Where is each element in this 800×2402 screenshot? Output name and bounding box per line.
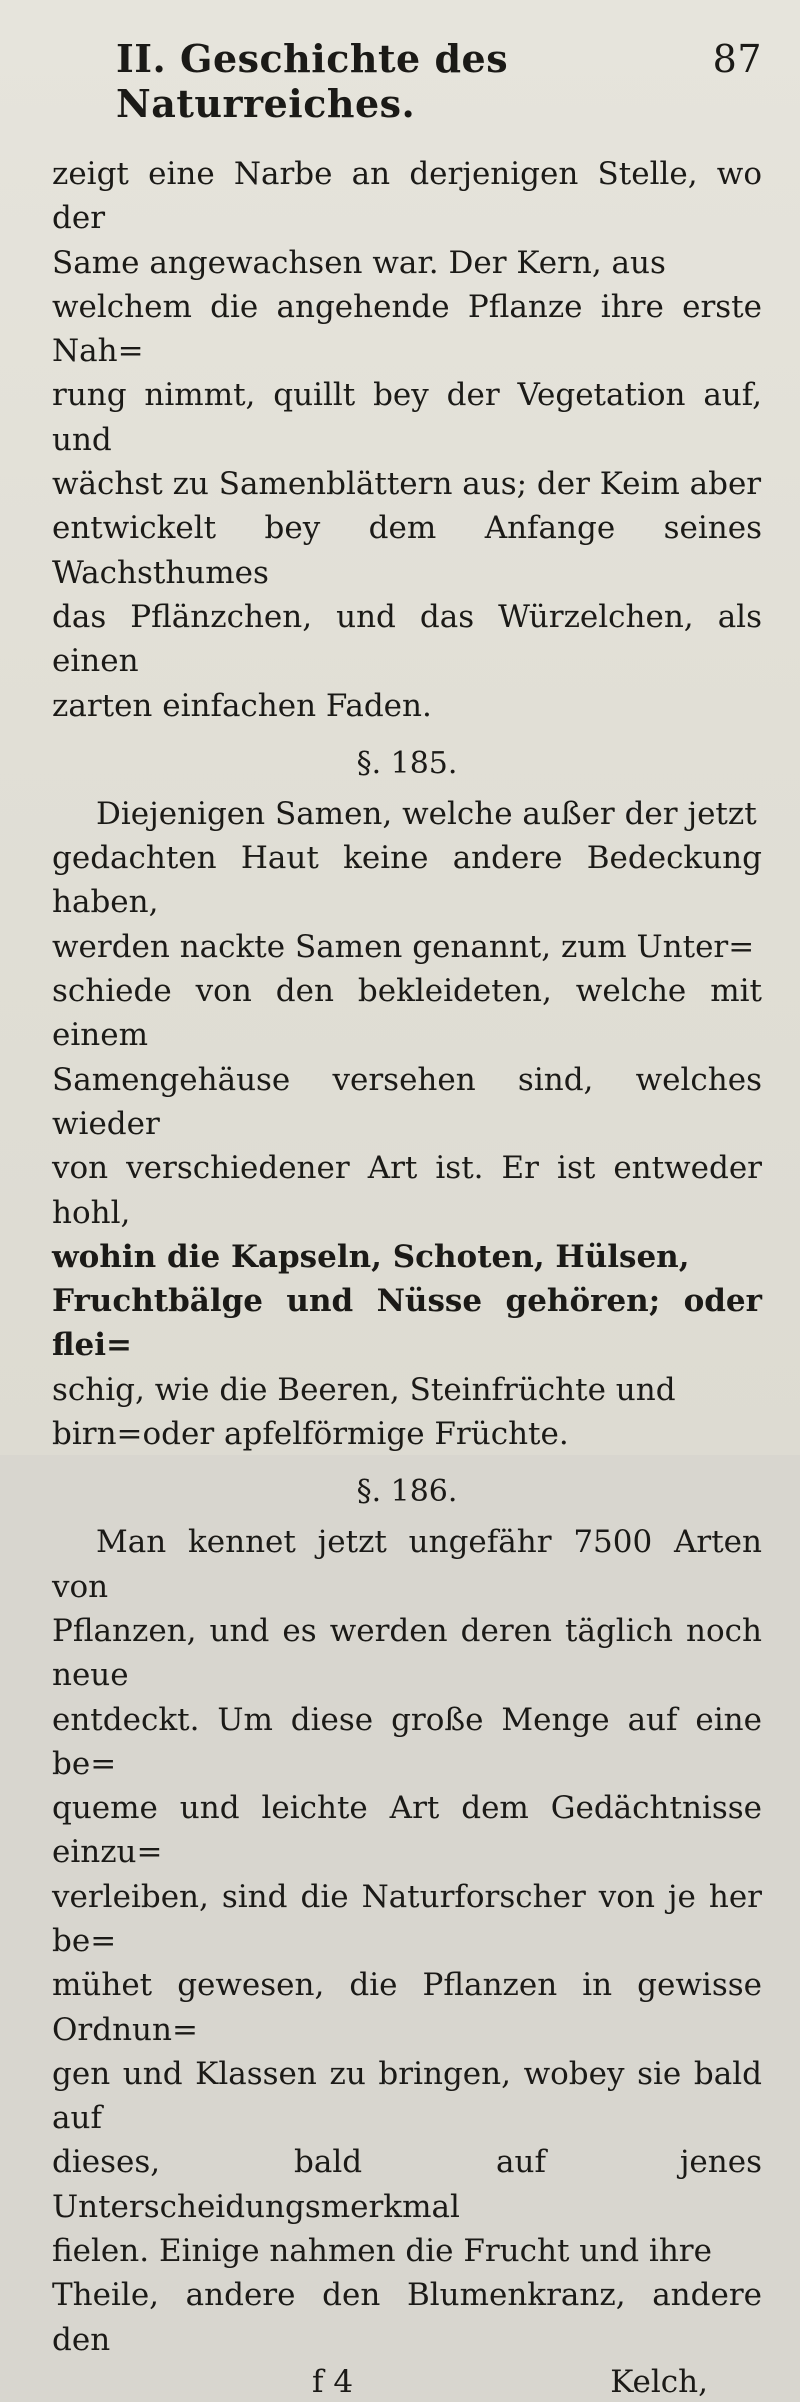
section-heading-185: §. 185.: [356, 745, 458, 781]
text-line: dieses, bald auf jenes Unterscheidungsmerkmal: [52, 2144, 762, 2225]
paragraph-seed-kernel: [52, 152, 762, 728]
text-line: entdeckt. Um diese große Menge auf eine be=: [52, 1701, 762, 1782]
text-line: fielen. Einige nahmen die Frucht und ihre: [52, 2233, 712, 2270]
text-line: birn=oder apfelförmige Früchte.: [52, 1416, 569, 1453]
text-line: Diejenigen Samen, welche außer der jetzt: [96, 795, 757, 832]
signature-mark: f 4: [312, 2363, 354, 2400]
paragraph-naked-seeds: [52, 792, 762, 1456]
text-line: gedachten Haut keine andere Bedeckung haben,: [52, 840, 762, 921]
text-line: mühet gewesen, die Pflanzen in gewisse Ordnun=: [52, 1967, 762, 2048]
text-line: schiede von den bekleideten, welche mit einem: [52, 973, 762, 1054]
text-line: wohin die Kapseln, Schoten, Hülsen,: [52, 1238, 690, 1275]
chapter-title: II. Geschichte des Naturreiches.: [116, 36, 509, 126]
text-line: Samengehäuse versehen sind, welches wieder: [52, 1061, 762, 1142]
text-line: Theile, andere den Blumenkranz, andere den: [52, 2277, 762, 2358]
text-line: rung nimmt, quillt bey der Vegetation auf, und: [52, 377, 762, 458]
text-line: queme und leichte Art dem Gedächtnisse einzu=: [52, 1790, 762, 1871]
text-line: das Pflänzchen, und das Würzelchen, als einen: [52, 598, 762, 680]
text-line: gen und Klassen zu bringen, wobey sie bald auf: [52, 2055, 762, 2137]
text-line: Same angewachsen war. Der Kern, aus: [52, 244, 666, 281]
text-line: wächst zu Samenblättern aus; der Keim aber: [52, 466, 762, 503]
text-line: von verschiedener Art ist. Er ist entweder hohl,: [52, 1150, 762, 1231]
text-line: Man kennet jetzt ungefähr 7500 Arten von: [52, 1524, 762, 1605]
text-line: Pflanzen, und es werden deren täglich noch neue: [52, 1612, 762, 1694]
text-line: entwickelt bey dem Anfange seines Wachsthumes: [52, 510, 762, 591]
catchword: Kelch,: [610, 2363, 708, 2400]
section-heading-186: §. 186.: [356, 1474, 458, 1510]
page-number: 87: [712, 37, 762, 81]
text-line: zeigt eine Narbe an derjenigen Stelle, wo der: [52, 156, 762, 237]
paragraph-plant-classification: [52, 1520, 762, 2362]
text-line: verleiben, sind die Naturforscher von je her be=: [52, 1878, 762, 1959]
running-header: [52, 36, 762, 126]
text-line: welchem die angehende Pflanze ihre erste Nah=: [52, 288, 762, 370]
text-line: zarten einfachen Faden.: [52, 687, 432, 724]
text-line: Fruchtbälge und Nüsse gehören; oder flei=: [52, 1283, 762, 1364]
text-line: werden nackte Samen genannt, zum Unter=: [52, 928, 755, 965]
text-line: schig, wie die Beeren, Steinfrüchte und: [52, 1371, 676, 1408]
page-footer: [52, 2362, 762, 2402]
